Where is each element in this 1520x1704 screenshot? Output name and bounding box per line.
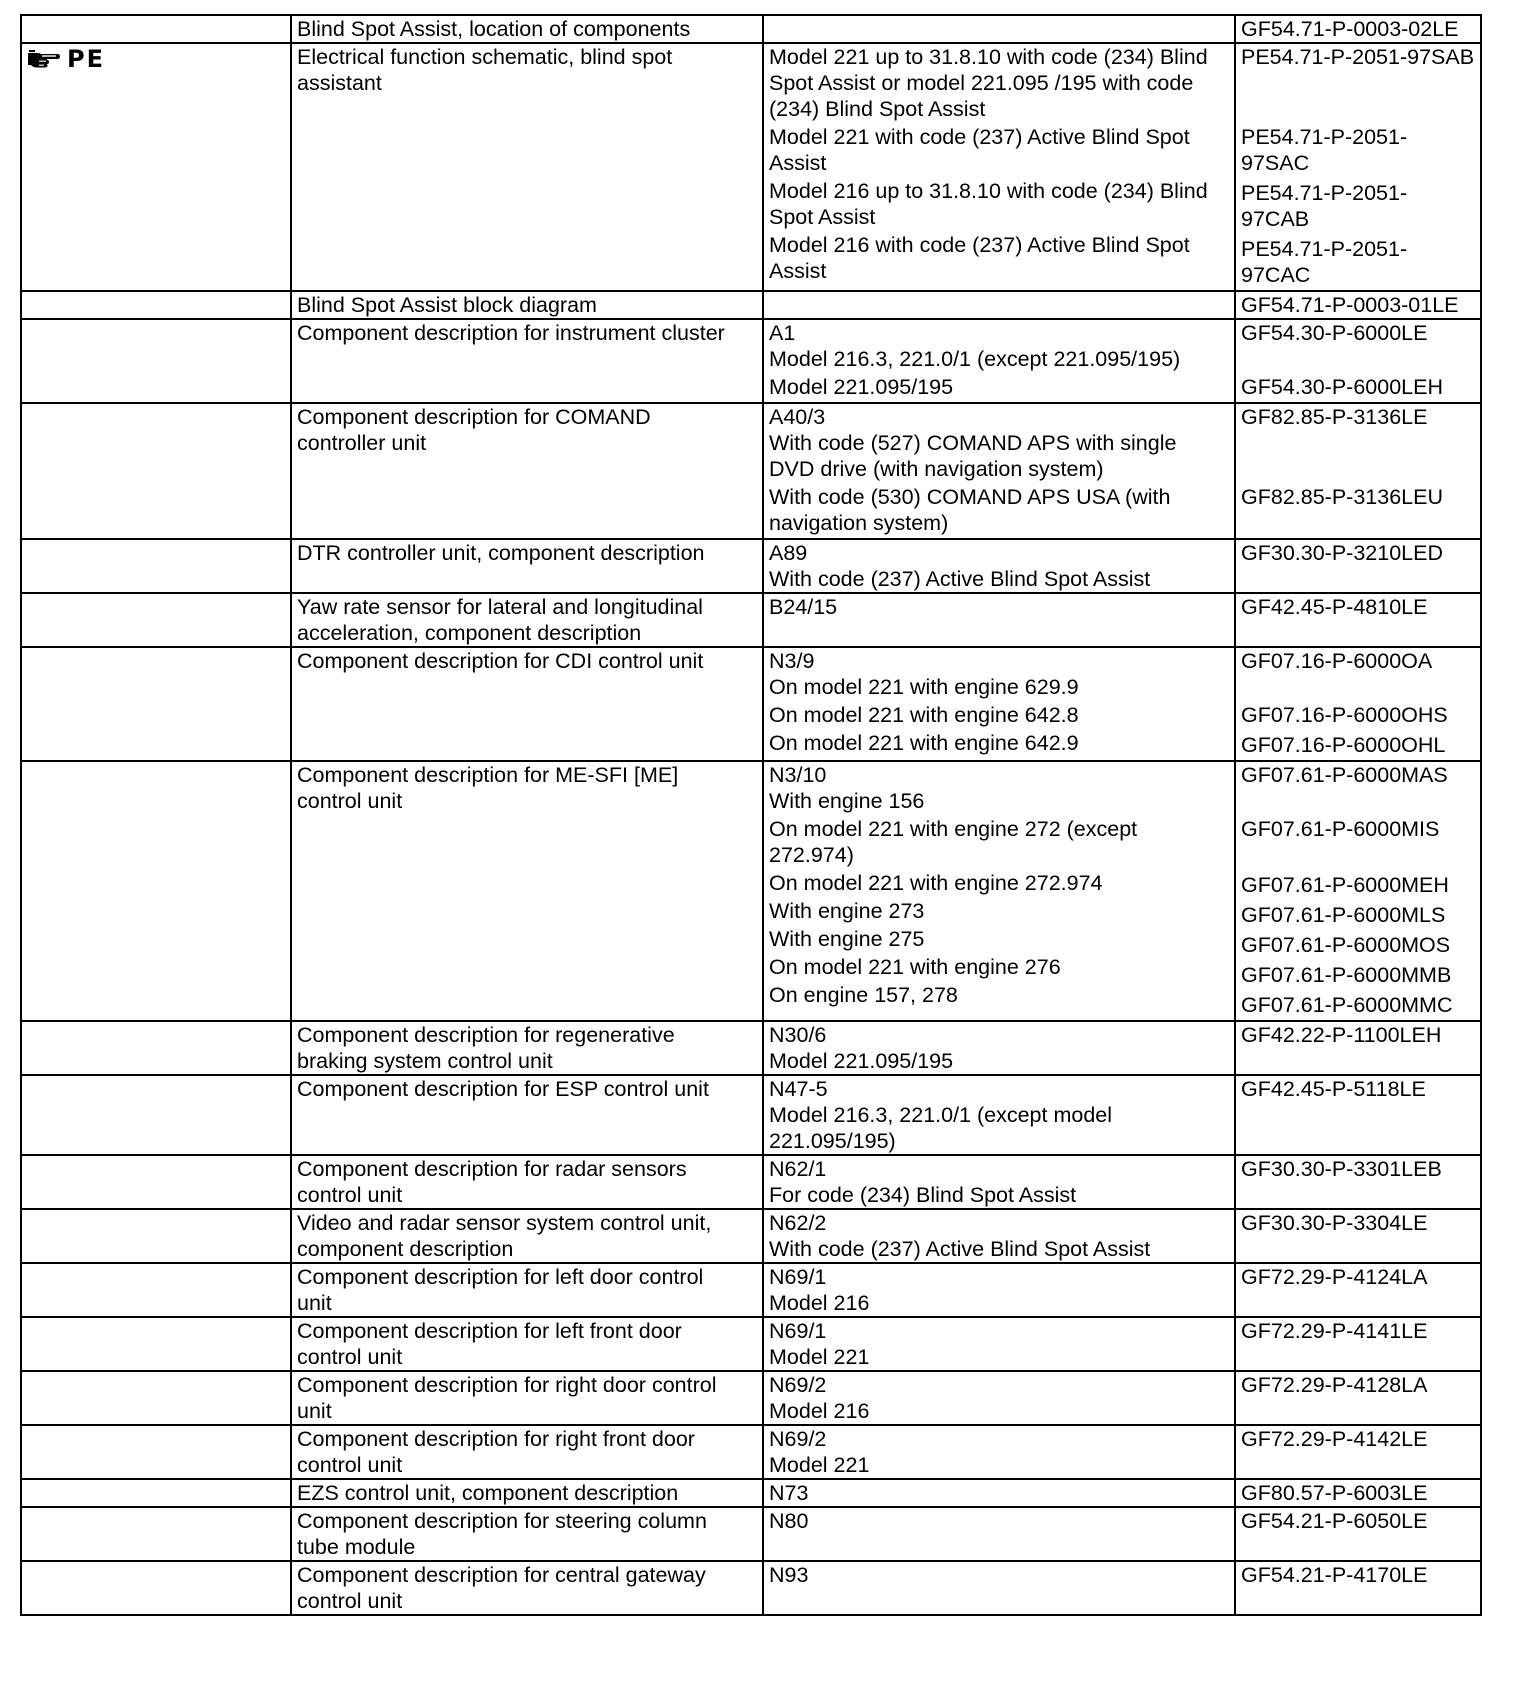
marker-cell [21,43,291,291]
document-code-cell [1235,1263,1481,1317]
applicability-entry [769,232,1229,284]
document-code-cell [1235,291,1481,319]
applicability-text: Assist [769,259,827,283]
applicability-text: N93 [769,1563,809,1587]
applicability-entry [769,178,1229,230]
applicability-entry [769,1372,1229,1424]
table-row [21,1075,1481,1155]
document-title: Component description for radar sensors [297,1157,687,1181]
document-title: Component description for central gateway [297,1563,706,1587]
document-code-link[interactable]: GF07.61-P-6000MLS [1241,903,1446,927]
document-title: Component description for COMAND [297,405,651,429]
document-title: unit [297,1399,332,1423]
applicability-entry [769,870,1229,896]
document-code-entry [1241,594,1475,620]
applicability-entry [769,44,1229,122]
document-code-entry [1241,320,1475,372]
applicability-entry [769,1426,1229,1478]
applicability-text: Model 221 [769,1453,870,1477]
applicability-text: N80 [769,1509,809,1533]
applicability-cell [763,647,1235,761]
document-code-entry [1241,902,1475,930]
applicability-text: N62/1 [769,1157,827,1181]
applicability-entry [769,1210,1229,1262]
document-code-cell [1235,1425,1481,1479]
document-title-cell [291,403,763,539]
applicability-text: N69/2 [769,1427,827,1451]
document-title: assistant [297,71,382,95]
document-title: control unit [297,1589,403,1613]
applicability-text: With engine 275 [769,927,925,951]
table-row [21,291,1481,319]
document-code-cell [1235,1155,1481,1209]
document-code-cell [1235,43,1481,291]
document-code-cell [1235,403,1481,539]
document-code-link[interactable]: GF07.16-P-6000OA [1241,649,1433,673]
applicability-text: On engine 157, 278 [769,983,958,1007]
table-row [21,647,1481,761]
document-title: Component description for instrument cluster [297,321,725,345]
applicability-cell [763,1263,1235,1317]
applicability-text: Assist [769,151,827,175]
applicability-text: Model 216.3, 221.0/1 (except model [769,1103,1113,1127]
applicability-text: B24/15 [769,595,838,619]
document-code-link[interactable]: GF30.30-P-3301LEB [1241,1157,1442,1181]
document-code-cell [1235,1507,1481,1561]
document-code-link[interactable]: PE54.71-P-2051-97SAB [1241,45,1475,69]
table-row [21,1561,1481,1615]
pe-marker[interactable] [27,44,285,72]
applicability-text: Model 216 up to 31.8.10 with code (234) Blind [769,179,1208,203]
marker-cell [21,319,291,403]
marker-cell [21,1155,291,1209]
document-title: acceleration, component description [297,621,642,645]
document-code-entry [1241,702,1475,730]
applicability-text: With code (530) COMAND APS USA (with [769,485,1171,509]
applicability-entry [769,1562,1229,1588]
document-code-entry [1241,484,1475,538]
applicability-text: With code (237) Active Blind Spot Assist [769,1237,1151,1261]
applicability-cell [763,761,1235,1021]
applicability-entry [769,954,1229,980]
document-code-link[interactable]: GF42.22-P-1100LEH [1241,1023,1442,1047]
document-title-cell [291,319,763,403]
document-title: Blind Spot Assist block diagram [297,293,597,317]
document-code-link[interactable]: GF54.30-P-6000LE [1241,321,1428,345]
document-code-entry [1241,236,1475,290]
table-row [21,1021,1481,1075]
document-code-link[interactable]: GF30.30-P-3304LE [1241,1211,1428,1235]
document-title-cell [291,1209,763,1263]
marker-cell [21,1425,291,1479]
applicability-text: On model 221 with engine 642.8 [769,703,1079,727]
document-code-entry [1241,1264,1475,1316]
document-title: Component description for ESP control unit [297,1077,709,1101]
applicability-entry [769,1264,1229,1316]
applicability-text: Model 221 [769,1345,870,1369]
document-title: Component description for steering column [297,1509,707,1533]
applicability-entry [769,16,1229,42]
document-code-link[interactable]: GF82.85-P-3136LE [1241,405,1428,429]
applicability-cell [763,1561,1235,1615]
applicability-cell [763,593,1235,647]
document-code-entry [1241,1022,1475,1074]
marker-cell [21,1561,291,1615]
applicability-text: For code (234) Blind Spot Assist [769,1183,1077,1207]
applicability-entry [769,1318,1229,1370]
applicability-entry [769,982,1229,1008]
applicability-entry [769,1480,1229,1506]
marker-cell [21,15,291,43]
applicability-entry [769,816,1229,868]
applicability-text: Model 221.095/195 [769,1049,954,1073]
marker-cell [21,1507,291,1561]
document-code-entry [1241,1480,1475,1506]
applicability-cell [763,15,1235,43]
document-code-link[interactable]: GF07.61-P-6000MMC [1241,993,1453,1017]
applicability-text: N47-5 [769,1077,828,1101]
document-code-cell [1235,1479,1481,1507]
table-row [21,539,1481,593]
applicability-cell [763,1075,1235,1155]
marker-cell [21,1021,291,1075]
applicability-text: Model 216 with code (237) Active Blind Spot [769,233,1190,257]
document-code-link[interactable]: GF42.45-P-4810LE [1241,595,1428,619]
applicability-text: A40/3 [769,405,826,429]
table-row [21,1371,1481,1425]
table-row [21,1425,1481,1479]
applicability-text: On model 221 with engine 276 [769,955,1061,979]
marker-cell [21,1209,291,1263]
marker-cell [21,1371,291,1425]
document-title: Video and radar sensor system control unit, [297,1211,712,1235]
applicability-text: On model 221 with engine 272.974 [769,871,1103,895]
document-code-cell [1235,1371,1481,1425]
marker-cell [21,291,291,319]
document-code-entry [1241,962,1475,990]
applicability-text: On model 221 with engine 642.9 [769,731,1079,755]
document-title-cell [291,1371,763,1425]
document-code-cell [1235,15,1481,43]
applicability-entry [769,1156,1229,1208]
document-title-cell [291,1507,763,1561]
document-code-link[interactable]: GF82.85-P-3136LEU [1241,485,1443,509]
document-title: Component description for regenerative [297,1023,675,1047]
applicability-entry [769,1508,1229,1534]
applicability-text: N30/6 [769,1023,827,1047]
applicability-cell [763,1317,1235,1371]
document-code-link[interactable]: GF54.21-P-4170LE [1241,1563,1428,1587]
document-code-entry [1241,44,1475,122]
document-title: Component description for left door control [297,1265,704,1289]
applicability-cell [763,1021,1235,1075]
applicability-entry [769,762,1229,814]
marker-cell [21,647,291,761]
document-code-entry [1241,292,1475,318]
applicability-text: N3/10 [769,763,827,787]
table-row [21,319,1481,403]
document-title-cell [291,1479,763,1507]
document-code-entry [1241,1426,1475,1478]
document-code-link[interactable]: GF72.29-P-4124LA [1241,1265,1428,1289]
document-title-cell [291,1263,763,1317]
document-title-cell [291,1075,763,1155]
applicability-text: With engine 156 [769,789,925,813]
document-title: Component description for ME-SFI [ME] [297,763,679,787]
applicability-text: N69/1 [769,1319,827,1343]
document-code-link[interactable]: PE54.71-P-2051-97CAC [1241,237,1408,287]
applicability-cell [763,539,1235,593]
applicability-text: With engine 273 [769,899,925,923]
document-code-entry [1241,762,1475,814]
document-title: Yaw rate sensor for lateral and longitudinal [297,595,703,619]
applicability-entry [769,374,1229,400]
document-title: control unit [297,1453,403,1477]
applicability-entry [769,648,1229,700]
document-code-entry [1241,374,1475,402]
document-title: EZS control unit, component description [297,1481,679,1505]
document-code-link[interactable]: GF54.71-P-0003-02LE [1241,17,1459,41]
applicability-entry [769,594,1229,620]
document-title: Blind Spot Assist, location of components [297,17,691,41]
table-row [21,43,1481,291]
document-code-link[interactable]: PE54.71-P-2051-97CAB [1241,181,1408,231]
document-code-link[interactable]: GF07.61-P-6000MEH [1241,873,1449,897]
document-code-link[interactable]: GF54.71-P-0003-01LE [1241,293,1459,317]
document-title-cell [291,43,763,291]
applicability-text: Model 216 [769,1291,870,1315]
applicability-cell [763,1209,1235,1263]
document-code-link[interactable]: GF07.61-P-6000MIS [1241,817,1440,841]
document-code-entry [1241,1076,1475,1154]
marker-cell [21,1263,291,1317]
applicability-text: 272.974) [769,843,854,867]
applicability-text: 221.095/195) [769,1129,896,1153]
document-code-link[interactable]: GF07.61-P-6000MAS [1241,763,1448,787]
applicability-cell [763,1507,1235,1561]
applicability-cell [763,403,1235,539]
applicability-entry [769,320,1229,372]
marker-cell [21,1317,291,1371]
applicability-text: N73 [769,1481,809,1505]
document-title: control unit [297,1345,403,1369]
document-code-link[interactable]: GF54.21-P-6050LE [1241,1509,1428,1533]
document-title: component description [297,1237,514,1261]
document-code-link[interactable]: GF72.29-P-4128LA [1241,1373,1428,1397]
pointing-hand-icon [27,48,61,70]
document-code-link[interactable]: GF42.45-P-5118LE [1241,1077,1426,1101]
document-title: control unit [297,1183,403,1207]
applicability-text: On model 221 with engine 272 (except [769,817,1138,841]
table-row [21,1155,1481,1209]
applicability-text: With code (527) COMAND APS with single [769,431,1177,455]
document-code-link[interactable]: PE54.71-P-2051-97SAC [1241,125,1408,175]
document-code-entry [1241,540,1475,592]
document-code-cell [1235,1075,1481,1155]
applicability-text: N62/2 [769,1211,827,1235]
marker-cell [21,1075,291,1155]
document-code-entry [1241,404,1475,482]
applicability-cell [763,1425,1235,1479]
document-code-entry [1241,1372,1475,1424]
applicability-text: (234) Blind Spot Assist [769,97,986,121]
marker-cell [21,1479,291,1507]
marker-cell [21,539,291,593]
applicability-text [769,16,1229,42]
applicability-text: A1 [769,321,796,345]
applicability-text: On model 221 with engine 629.9 [769,675,1079,699]
document-code-entry [1241,816,1475,870]
applicability-cell [763,319,1235,403]
document-code-link[interactable]: GF07.16-P-6000OHL [1241,733,1446,757]
document-code-entry [1241,732,1475,760]
document-title-cell [291,761,763,1021]
applicability-text: Spot Assist [769,205,876,229]
document-code-entry [1241,1156,1475,1208]
table-row [21,1317,1481,1371]
applicability-text: Model 221 with code (237) Active Blind Spot [769,125,1190,149]
document-title: control unit [297,789,403,813]
document-code-link[interactable]: GF07.61-P-6000MMB [1241,963,1452,987]
applicability-cell [763,43,1235,291]
applicability-cell [763,291,1235,319]
document-title: Component description for right door control [297,1373,717,1397]
document-code-link[interactable]: GF72.29-P-4141LE [1241,1319,1428,1343]
applicability-text: Model 221.095/195 [769,375,954,399]
document-code-entry [1241,1562,1475,1588]
document-title: Component description for right front door [297,1427,695,1451]
applicability-entry [769,730,1229,756]
table-row [21,1507,1481,1561]
applicability-text: N3/9 [769,649,815,673]
document-title: braking system control unit [297,1049,553,1073]
document-title-cell [291,1155,763,1209]
applicability-entry [769,898,1229,924]
applicability-cell [763,1155,1235,1209]
document-code-entry [1241,992,1475,1020]
table-row [21,593,1481,647]
document-code-link[interactable]: GF07.16-P-6000OHS [1241,703,1448,727]
applicability-text: navigation system) [769,511,949,535]
document-code-cell [1235,647,1481,761]
document-code-cell [1235,761,1481,1021]
document-title-cell [291,291,763,319]
applicability-entry [769,404,1229,482]
document-title: Electrical function schematic, blind spot [297,45,673,69]
applicability-entry [769,1022,1229,1074]
table-row [21,1209,1481,1263]
applicability-text: Model 216.3, 221.0/1 (except 221.095/195) [769,347,1181,371]
document-code-cell [1235,319,1481,403]
document-code-cell [1235,593,1481,647]
document-code-entry [1241,872,1475,900]
document-code-link[interactable]: GF54.30-P-6000LEH [1241,375,1443,399]
applicability-entry [769,926,1229,952]
document-code-entry [1241,932,1475,960]
document-title-cell [291,1425,763,1479]
table-row [21,1263,1481,1317]
document-code-entry [1241,648,1475,700]
document-title-cell [291,15,763,43]
document-title: DTR controller unit, component description [297,541,705,565]
table-row [21,1479,1481,1507]
document-title: Component description for CDI control unit [297,649,704,673]
document-title-cell [291,1561,763,1615]
applicability-text: Model 216 [769,1399,870,1423]
document-code-cell [1235,539,1481,593]
document-title: controller unit [297,431,427,455]
document-title: unit [297,1291,332,1315]
document-code-cell [1235,1021,1481,1075]
applicability-cell [763,1371,1235,1425]
applicability-entry [769,484,1229,536]
marker-cell [21,403,291,539]
applicability-text: Spot Assist or model 221.095 /195 with code [769,71,1194,95]
table-row [21,761,1481,1021]
reference-table [20,14,1482,1616]
document-title-cell [291,539,763,593]
applicability-entry [769,124,1229,176]
document-title-cell [291,647,763,761]
document-code-entry [1241,1318,1475,1370]
document-title: Component description for left front door [297,1319,682,1343]
document-code-entry [1241,1210,1475,1262]
document-title-cell [291,593,763,647]
marker-cell [21,761,291,1021]
document-code-link[interactable]: GF72.29-P-4142LE [1241,1427,1428,1451]
applicability-text: DVD drive (with navigation system) [769,457,1104,481]
document-code-entry [1241,1508,1475,1534]
applicability-text: Model 221 up to 31.8.10 with code (234) Blind [769,45,1208,69]
document-title-cell [291,1021,763,1075]
applicability-entry [769,702,1229,728]
document-code-cell [1235,1209,1481,1263]
document-code-cell [1235,1317,1481,1371]
marker-cell [21,593,291,647]
applicability-text: N69/2 [769,1373,827,1397]
applicability-text: A89 [769,541,808,565]
applicability-entry [769,540,1229,592]
document-code-cell [1235,1561,1481,1615]
document-code-link[interactable]: GF80.57-P-6003LE [1241,1481,1428,1505]
document-code-entry [1241,16,1475,42]
document-code-link[interactable]: GF07.61-P-6000MOS [1241,933,1451,957]
document-code-entry [1241,124,1475,178]
applicability-entry [769,292,1229,318]
applicability-cell [763,1479,1235,1507]
document-code-link[interactable]: GF30.30-P-3210LED [1241,541,1443,565]
pe-label: PE [67,45,105,73]
document-title: tube module [297,1535,416,1559]
document-code-entry [1241,180,1475,234]
applicability-entry [769,1076,1229,1154]
table-row [21,403,1481,539]
applicability-text: With code (237) Active Blind Spot Assist [769,567,1151,591]
applicability-text: N69/1 [769,1265,827,1289]
applicability-text [769,292,1229,318]
table-row [21,15,1481,43]
document-title-cell [291,1317,763,1371]
